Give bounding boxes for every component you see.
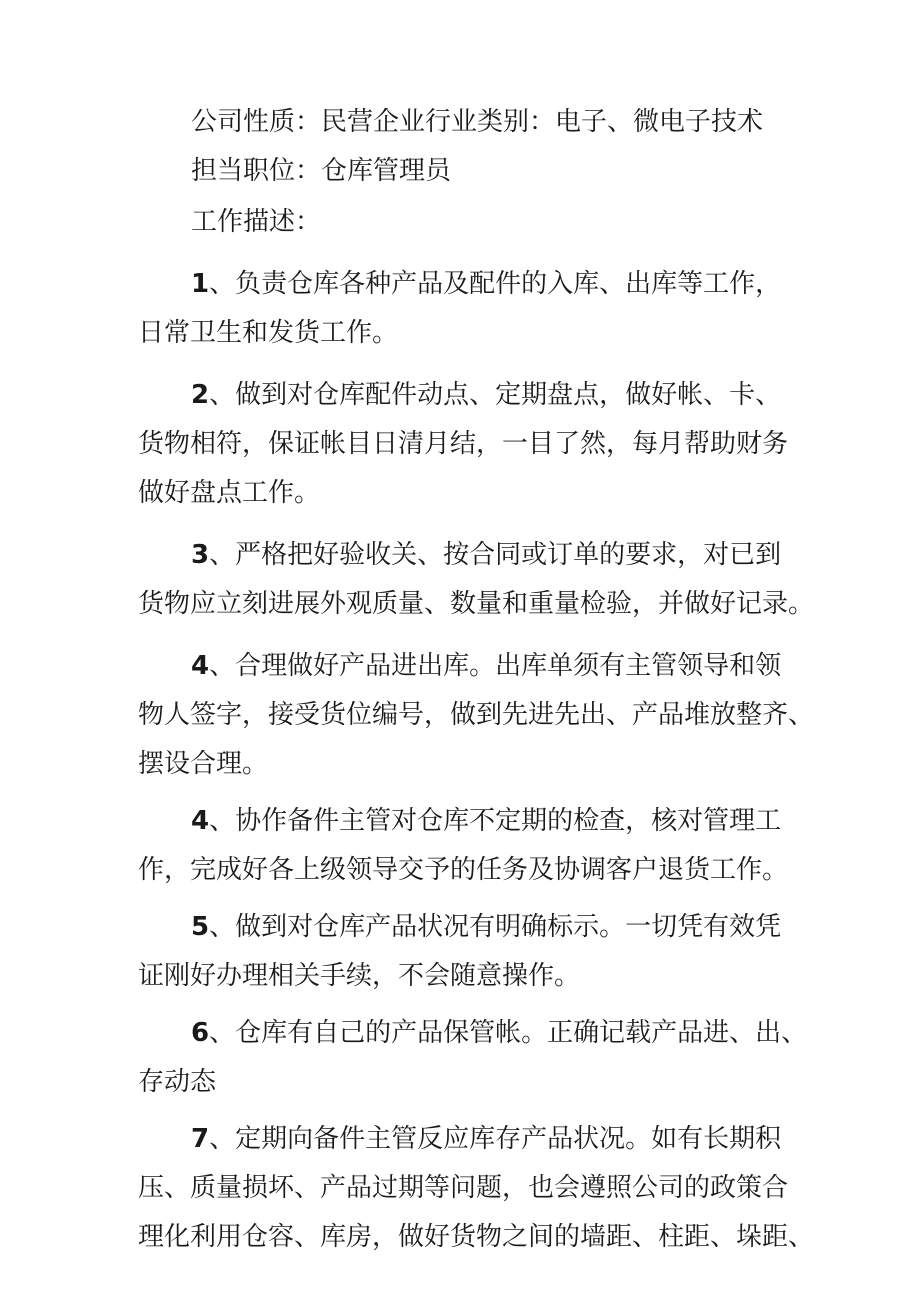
duty-item [138,531,815,629]
duty-item-line: 物人签字，接受货位编号，做到先进先出、产品堆放整齐、 [138,700,815,730]
duty-item-number: 4 [191,806,210,836]
duty-item-text: 、负责仓库各种产品及配件的入库、出库等工作， [209,269,782,299]
duty-item-line [138,797,783,846]
position-line: 担当职位：仓库管理员 [191,156,452,186]
duty-item-number: 1 [191,269,210,299]
duty-item-line [138,642,783,691]
duty-item-line [138,1115,783,1164]
duty-item [138,260,783,358]
duty-item-text: 、严格把好验收关、按合同或订单的要求，对已到 [209,540,782,570]
duty-item-line [138,1009,808,1058]
duty-item-line: 理化利用仓容、库房，做好货物之间的墙距、柱距、垛距、 [138,1222,815,1252]
duty-list [138,260,815,1262]
duty-item-number: 3 [191,540,210,570]
duty-item-number: 6 [191,1018,210,1048]
duty-item-number: 7 [191,1124,210,1154]
job-description-heading: 工作描述： [191,207,322,237]
duty-item-line: 日常卫生和发货工作。 [138,318,399,348]
duty-item-line [138,260,783,309]
duty-item-line: 存动态 [138,1067,217,1097]
duty-item-text: 、做到对仓库产品状况有明确标示。一切凭有效凭 [209,912,782,942]
duty-item [138,797,789,895]
duty-item-text: 、定期向备件主管反应库存产品状况。如有长期积 [209,1124,782,1154]
duty-item [138,371,789,518]
duty-item-text: 、合理做好产品进出库。出库单须有主管领导和领 [209,651,782,681]
duty-item [138,642,815,789]
duty-item [138,1115,815,1262]
document-body [138,98,815,1262]
duty-item-line [138,903,783,952]
duty-item-line: 作，完成好各上级领导交予的任务及协调客户退货工作。 [138,855,789,885]
duty-item-line: 货物应立刻进展外观质量、数量和重量检验，并做好记录。 [138,589,815,619]
duty-item-line: 证刚好办理相关手续，不会随意操作。 [138,961,581,991]
duty-item [138,903,783,1001]
duty-item-line: 摆设合理。 [138,749,269,779]
duty-item-number: 2 [191,380,210,410]
duty-item-text: 、协作备件主管对仓库不定期的检查，核对管理工 [209,806,782,836]
duty-item-line: 压、质量损坏、产品过期等问题，也会遵照公司的政策合 [138,1173,789,1203]
duty-item [138,1009,808,1107]
duty-item-number: 4 [191,651,210,681]
duty-item-text: 、做到对仓库配件动点、定期盘点，做好帐、卡、 [209,380,782,410]
duty-item-line [138,371,783,420]
company-nature-line: 公司性质：民营企业行业类别：电子、微电子技术 [191,107,764,137]
duty-item-text: 、仓库有自己的产品保管帐。正确记载产品进、出、 [209,1018,808,1048]
duty-item-line [138,531,783,580]
duty-item-line: 做好盘点工作。 [138,478,321,508]
duty-item-number: 5 [191,912,210,942]
duty-item-line: 货物相符，保证帐目日清月结，一目了然，每月帮助财务 [138,429,789,459]
